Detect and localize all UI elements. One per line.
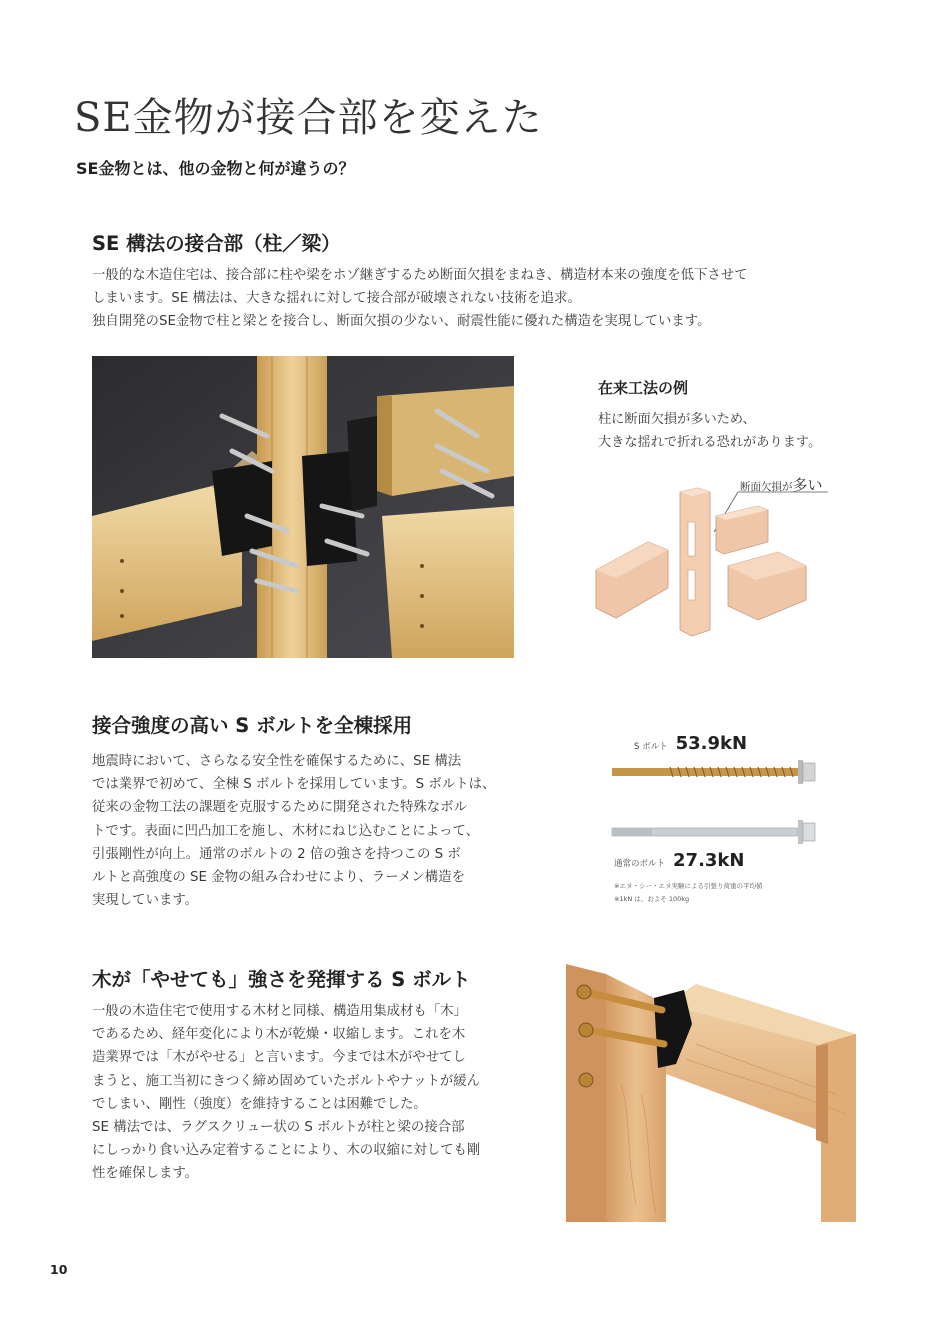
section1-line: 一般的な木造住宅は、接合部に柱や梁をホゾ継ぎするため断面欠損をまねき、構造材本来の強度を低下させて (92, 268, 748, 283)
section3-line: まうと、施工当初にきつく締め固めていたボルトやナットが緩ん (92, 1073, 481, 1089)
s-bolt-label: S ボルト (634, 742, 668, 752)
s-bolt-caption (634, 733, 747, 754)
section2-body (92, 750, 495, 912)
traditional-joint-diagram (588, 470, 848, 640)
damage-label-big: 多い (792, 476, 823, 494)
section1-heading: SE 構法の接合部（柱／梁） (92, 232, 341, 255)
section3-line: にしっかり食い込み定着することにより、木の収縮に対しても剛 (92, 1143, 481, 1159)
normal-bolt-caption (614, 850, 744, 871)
normal-bolt-value: 27.3kN (673, 850, 745, 871)
bolt-note-2: ※1kN は、およそ 100kg (614, 895, 690, 903)
traditional-line: 柱に断面欠損が多いため、 (598, 412, 756, 427)
section3-line: SE 構法では、ラグスクリュー状の S ボルトが柱と梁の接合部 (92, 1120, 465, 1136)
traditional-title: 在来工法の例 (598, 379, 689, 397)
page-title: SE金物が接合部を変えた (74, 95, 543, 141)
traditional-line: 大きな揺れで折れる恐れがあります。 (598, 435, 822, 450)
section1-line: しまいます。SE 構法は、大きな揺れに対して接合部が破壊されない技術を追求。 (92, 291, 581, 307)
s-bolt-image (610, 756, 840, 796)
section3-heading: 木が「やせても」強さを発揮する S ボルト (92, 968, 471, 991)
page-subtitle: SE金物とは、他の金物と何が違うの？ (76, 159, 355, 178)
section1-line: 独自開発のSE金物で柱と梁とを接合し、断面欠損の少ない、耐震性能に優れた構造を実現しています。 (92, 314, 711, 330)
section2-line: 従来の金物工法の課題を克服するために開発された特殊なボル (92, 800, 467, 816)
page-number: 10 (50, 1262, 68, 1277)
section3-line: 造業界では「木がやせる」と言います。今までは木がやせてし (92, 1050, 466, 1066)
section3-line: 性を確保します。 (92, 1166, 199, 1182)
section3-line: 一般の木造住宅で使用する木材と同様、構造用集成材も「木」 (92, 1004, 467, 1019)
section3-line: でしまい、剛性（強度）を維持することは困難でした。 (92, 1096, 427, 1112)
section2-line: 引張剛性が向上。通常のボルトの 2 倍の強さを持つこの S ボ (92, 846, 461, 862)
se-joint-photo (92, 356, 514, 658)
s-bolt-value: 53.9kN (675, 733, 748, 754)
bolt-note-1: ※エヌ・シー・エヌ実験による引張り荷重の平均値 (614, 882, 763, 890)
wood-frame-photo (566, 964, 856, 1222)
damage-label-text: 断面欠損が (740, 481, 793, 493)
section2-line: ルトと高強度の SE 金物の組み合わせにより、ラーメン構造を (92, 870, 465, 886)
section2-line: 実現しています。 (92, 893, 199, 909)
section1-body (92, 264, 748, 334)
normal-bolt-label: 通常のボルト (614, 859, 666, 869)
section2-line: 地震時において、さらなる安全性を確保するために、SE 構法 (92, 754, 462, 769)
section2-line: トです。表面に凹凸加工を施し、木材にねじ込むことによって、 (92, 823, 479, 839)
traditional-desc (598, 408, 821, 454)
section2-heading: 接合強度の高い S ボルトを全棟採用 (92, 714, 413, 737)
section2-line: では業界で初めて、全棟 S ボルトを採用しています。S ボルトは、 (92, 777, 496, 793)
section3-body (92, 1000, 480, 1186)
section3-line: であるため、経年変化により木が乾燥・収縮します。これを木 (92, 1027, 466, 1043)
